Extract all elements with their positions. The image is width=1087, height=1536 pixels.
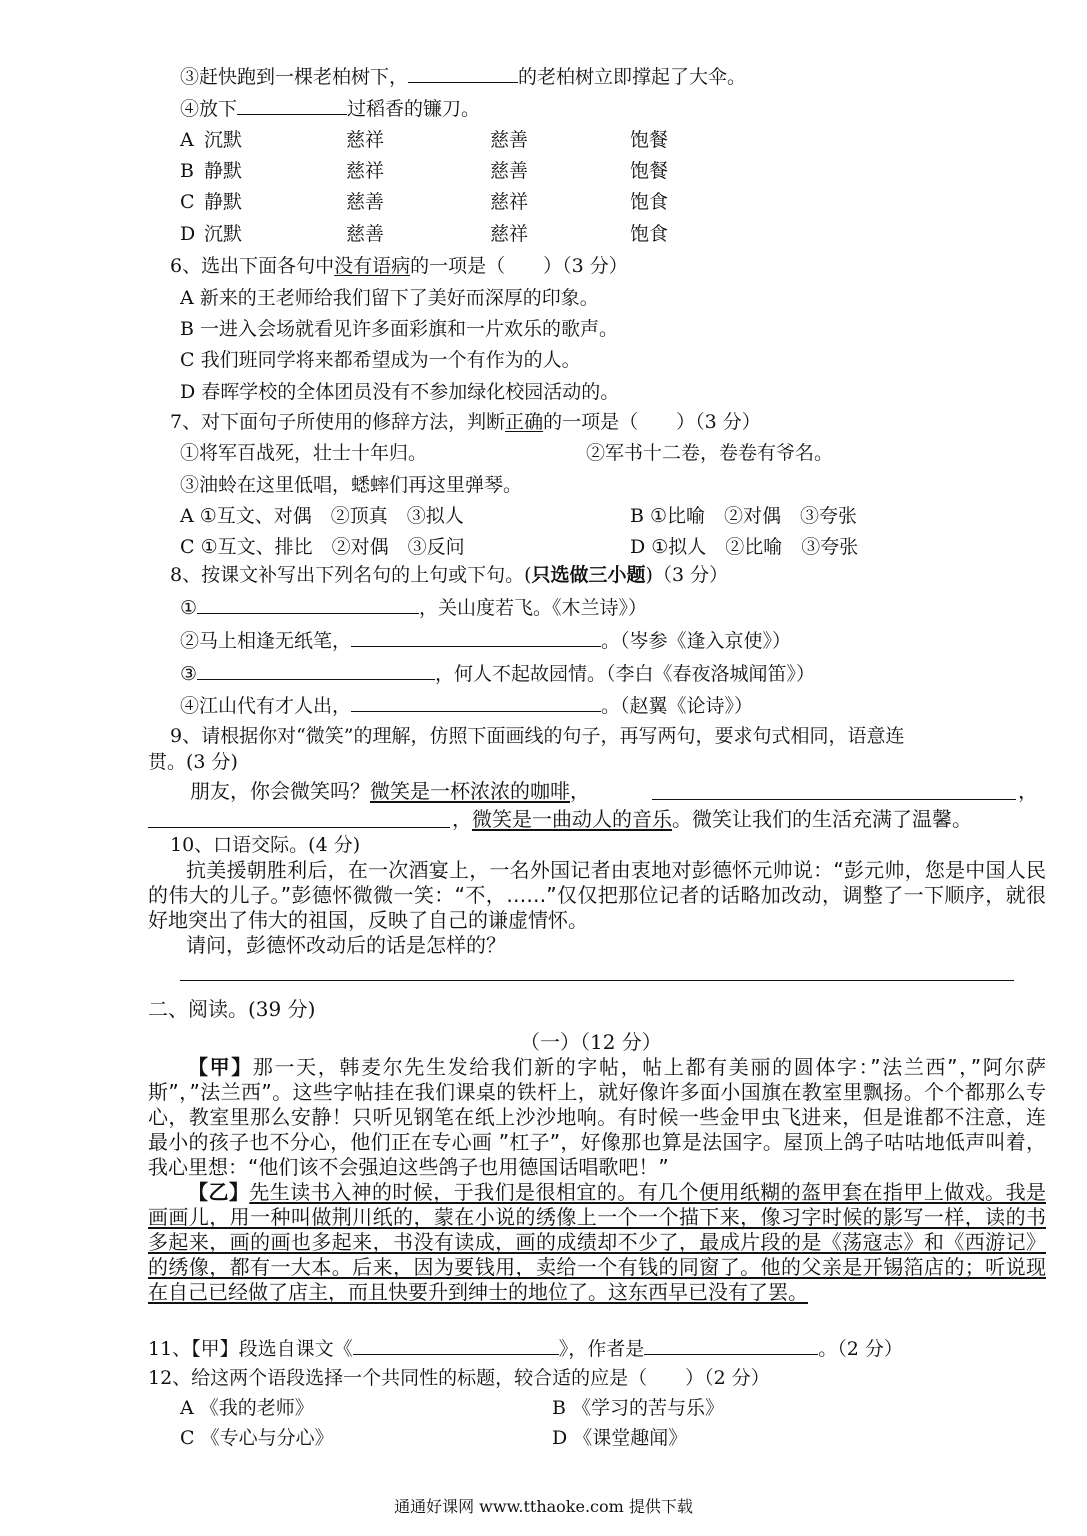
q5-option-word: 慈善 <box>490 160 529 182</box>
q5-option-letter: A <box>180 129 194 151</box>
q5-option-word: 饱食 <box>630 191 669 213</box>
q6-stem: 6、选出下面各句中没有语病的一项是（ ）（3 分） <box>170 255 628 277</box>
q7-stem: 7、对下面句子所使用的修辞方法，判断正确的一项是（ ）（3 分） <box>170 411 761 433</box>
q5-option-word: 慈祥 <box>490 191 529 213</box>
q9-stem-line-1: 9、请根据你对“微笑”的理解，仿照下面画线的句子，再写两句，要求句式相同，语意连 <box>170 725 905 747</box>
q5-option-word: 慈祥 <box>346 160 385 182</box>
q7-option-c[interactable]: C ①互文、排比 ②对偶 ③反问 <box>180 536 465 558</box>
q9-answer-blank-1[interactable] <box>652 781 1016 800</box>
q5-option-word: 慈善 <box>346 223 385 245</box>
q6-option-a[interactable]: A 新来的王老师给我们留下了美好而深厚的印象。 <box>180 287 599 309</box>
q5-sentence-3: ③赶快跑到一棵老柏树下， 的老柏树立即撑起了大伞。 <box>180 66 747 88</box>
q12-option-b[interactable]: B 《学习的苦与乐》 <box>552 1397 725 1419</box>
q6-option-b[interactable]: B 一进入会场就看见许多面彩旗和一片欢乐的歌声。 <box>180 318 619 340</box>
answer-blank[interactable] <box>351 693 601 712</box>
q12-option-d[interactable]: D 《课堂趣闻》 <box>552 1427 688 1449</box>
q5-option-word: 静默 <box>204 160 243 182</box>
q10-stem: 10、口语交际。(4 分) <box>170 834 361 856</box>
passage-yi-tag: 【乙】 <box>188 1180 250 1204</box>
q7-option-d[interactable]: D ①拟人 ②比喻 ③夸张 <box>630 536 859 558</box>
q9-example-line-1: 朋友，你会微笑吗？微笑是一杯浓浓的咖啡， <box>190 779 590 803</box>
answer-blank[interactable] <box>197 595 419 614</box>
q10-paragraph-1: 抗美援朝胜利后，在一次酒宴上，一名外国记者由衷地对彭德怀元帅说：“彭元帅，您是中国人民的伟大的儿子。”彭德怀微微一笑：“不，……”仅仅把那位记者的话略加改动，调整了一下顺序，就很好地突出了伟大的祖国，反映了自己的谦虚情怀。 <box>148 858 1046 932</box>
reading-passages <box>148 1055 1046 1305</box>
q5-option-word: 饱餐 <box>630 160 669 182</box>
q10-paragraph-2: 请问，彭德怀改动后的话是怎样的？ <box>186 933 506 957</box>
q5-option-letter: C <box>180 191 195 213</box>
section-2-subtitle: （一）（12 分） <box>520 1030 662 1054</box>
q8-line-3: ③ ，何人不起故园情。（李白《春夜洛城闻笛》） <box>180 663 816 685</box>
q7-option-b[interactable]: B ①比喻 ②对偶 ③夸张 <box>630 505 858 527</box>
q6-option-d[interactable]: D 春晖学校的全体团员没有不参加绿化校园活动的。 <box>180 381 620 403</box>
answer-blank[interactable] <box>351 628 601 647</box>
answer-blank[interactable] <box>353 1336 559 1355</box>
answer-blank[interactable] <box>237 96 347 115</box>
q5-option-word: 静默 <box>204 191 243 213</box>
q5-option-letter: B <box>180 160 194 182</box>
q12-option-c[interactable]: C 《专心与分心》 <box>180 1427 334 1449</box>
q11-line: 11、【甲】段选自课文《 》，作者是 。（2 分） <box>148 1338 903 1360</box>
q5-sentence-4: ④放下 过稻香的镰刀。 <box>180 98 481 120</box>
passage-jia: 【甲】那一天，韩麦尔先生发给我们新的字帖，帖上都有美丽的圆体字：”法兰西”，”阿尔萨斯”，”法兰西”。这些字帖挂在我们课桌的铁杆上，就好像许多面小国旗在教室里飘扬。个个都那么专心，教室里那么安静！只听见钢笔在纸上沙沙地响。有时候一些金甲虫飞进来，但是谁都不注意，连最小的孩子也不分心，他们正在专心画 ”杠子”，好像那也算是法国字。屋顶上鸽子咕咕地低声叫着，我心里想：“他们该不会强迫这些鸽子也用德国话唱歌吧！” <box>148 1055 1047 1179</box>
q5-option-letter: D <box>180 223 196 245</box>
q7-sentence-2: ②军书十二卷，卷卷有爷名。 <box>586 442 834 464</box>
q5-option-word: 沉默 <box>204 129 243 151</box>
page-footer: 通通好课网 www.tthaoke.com 提供下载 <box>394 1497 693 1516</box>
q12-stem: 12、给这两个语段选择一个共同性的标题，较合适的应是（ ）（2 分） <box>148 1367 770 1389</box>
q10-passage <box>148 858 1046 958</box>
q5-option-word: 慈善 <box>490 129 529 151</box>
q10-answer-line[interactable] <box>180 980 1014 981</box>
answer-blank[interactable] <box>197 661 435 680</box>
passage-yi: 【乙】先生读书入神的时候，于我们是很相宜的。有几个便用纸糊的盔甲套在指甲上做戏。我是画画儿，用一种叫做荆川纸的，蒙在小说的绣像上一个一个描下来，像习字时候的影写一样，读的书多起来，画的画也多起来，书没有读成，画的成绩却不少了，最成片段的是《荡寇志》和《西游记》的绣像，都有一大本。后来，因为要钱用，卖给一个有钱的同窗了。他的父亲是开锡箔店的；听说现在自己已经做了店主，而且快要升到绅士的地位了。这东西早已没有了罢。 <box>148 1180 1047 1304</box>
q9-stem-line-2: 贯。(3 分) <box>148 751 238 773</box>
q7-sentence-1: ①将军百战死，壮士十年归。 <box>180 442 428 464</box>
answer-blank[interactable] <box>408 64 518 83</box>
q9-answer-blank-2[interactable] <box>148 809 450 828</box>
answer-blank[interactable] <box>644 1336 818 1355</box>
q8-line-4: ④江山代有才人出， 。（赵翼《论诗》） <box>180 695 754 717</box>
q8-line-2: ②马上相逢无纸笔， 。（岑参《逢入京使》） <box>180 630 792 652</box>
q5-option-word: 饱餐 <box>630 129 669 151</box>
q8-line-1: ① ，关山度若飞。《木兰诗》） <box>180 597 648 619</box>
q8-stem: 8、按课文补写出下列名句的上句或下句。(只选做三小题)（3 分） <box>170 564 729 586</box>
q9-example-line-2: ，微笑是一曲动人的音乐。微笑让我们的生活充满了温馨。 <box>452 807 972 831</box>
q6-option-c[interactable]: C 我们班同学将来都希望成为一个有作为的人。 <box>180 349 581 371</box>
q9-comma: ， <box>1018 779 1038 803</box>
q5-option-word: 饱食 <box>630 223 669 245</box>
q5-option-word: 慈祥 <box>346 129 385 151</box>
q7-option-a[interactable]: A ①互文、对偶 ②顶真 ③拟人 <box>180 505 464 527</box>
q7-sentence-3: ③油蛉在这里低唱，蟋蟀们再这里弹琴。 <box>180 474 523 496</box>
q5-option-word: 沉默 <box>204 223 243 245</box>
q12-option-a[interactable]: A 《我的老师》 <box>180 1397 314 1419</box>
section-2-title: 二、阅读。(39 分) <box>148 997 316 1021</box>
q5-option-word: 慈善 <box>346 191 385 213</box>
passage-jia-tag: 【甲】 <box>188 1055 253 1079</box>
q5-option-word: 慈祥 <box>490 223 529 245</box>
